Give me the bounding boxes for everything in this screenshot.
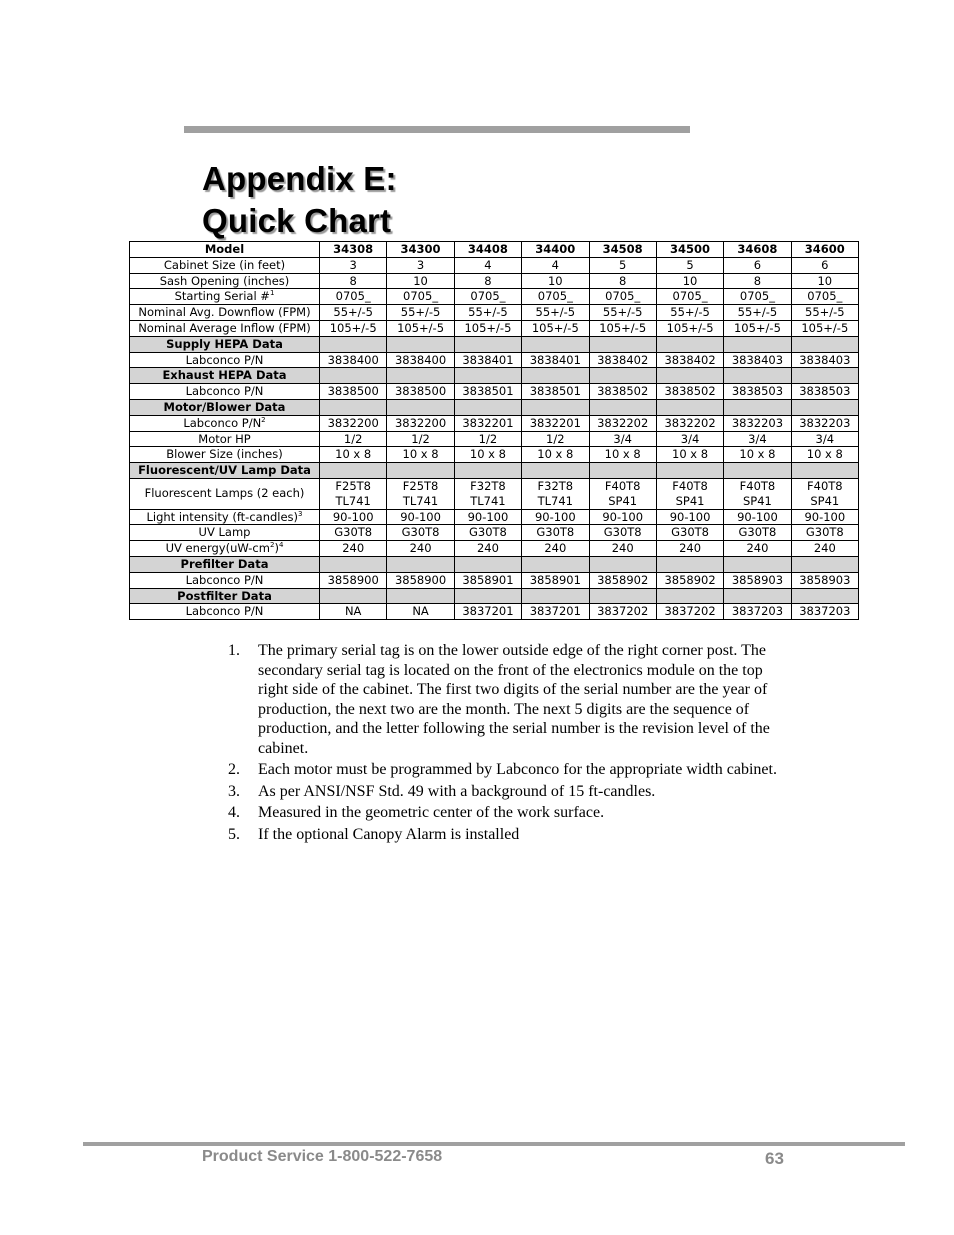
section-empty-cell [522,336,589,352]
table-cell: 3/4 [791,431,858,447]
table-row [130,572,859,588]
table-cell: 0705_ [320,289,387,305]
table-cell: 240 [320,541,387,557]
section-empty-cell [724,463,791,479]
quick-chart-table [129,241,859,620]
table-cell: 3838403 [791,352,858,368]
table-cell: 105+/-5 [791,320,858,336]
table-cell: 0705_ [791,289,858,305]
table-cell [387,478,454,509]
table-cell: 10 x 8 [320,447,387,463]
table-cell: 3838502 [589,384,656,400]
table-cell: 105+/-5 [724,320,791,336]
table-cell: 3858903 [791,572,858,588]
table-cell: 1/2 [320,431,387,447]
row-label [130,572,320,588]
table-cell: 10 x 8 [454,447,521,463]
footnote-item [228,825,788,845]
row-label [130,415,320,431]
table-row [130,384,859,400]
section-empty-cell [656,399,723,415]
cell-line: F40T8 [672,478,708,493]
section-empty-cell [791,463,858,479]
section-empty-cell [320,336,387,352]
table-cell: 3832200 [387,415,454,431]
section-empty-cell [589,336,656,352]
section-row [130,556,859,572]
footer-product-service: Product Service 1-800-522-7658 [202,1148,443,1165]
table-cell: 55+/-5 [589,305,656,321]
table-row [130,257,859,273]
section-row [130,336,859,352]
section-empty-cell [454,368,521,384]
footnote-text: Measured in the geometric center of the work surface. [258,804,605,821]
table-cell: 0705_ [589,289,656,305]
table-cell: 3838400 [320,352,387,368]
table-cell: 3858901 [454,572,521,588]
table-cell: 3838401 [522,352,589,368]
table-cell: 240 [589,541,656,557]
table-cell: 10 x 8 [589,447,656,463]
model-header: 34308 [320,242,387,258]
cell-line: F40T8 [807,478,843,493]
row-label-text: Nominal Average Inflow (FPM) [138,320,311,335]
table-cell: 3838500 [320,384,387,400]
table-cell: 4 [522,257,589,273]
table-cell: G30T8 [522,525,589,541]
section-empty-cell [387,463,454,479]
table-cell: 3/4 [589,431,656,447]
header-rule [184,126,690,133]
row-label-text: Labconco P/N [185,384,264,399]
table-cell: G30T8 [791,525,858,541]
row-label-text: Starting Serial # [174,289,270,304]
cell-line: F40T8 [604,478,641,493]
footnote-text: Each motor must be programmed by Labconco for the appropriate width cabinet. [258,761,777,778]
table-cell: 3838503 [791,384,858,400]
section-label: Exhaust HEPA Data [130,368,320,384]
table-row [130,541,859,557]
table-cell: 6 [791,257,858,273]
model-header: 34508 [589,242,656,258]
cell-line: F32T8 [470,478,506,493]
table-cell: 10 x 8 [522,447,589,463]
section-label: Postfilter Data [130,588,320,604]
table-cell: 3832202 [589,415,656,431]
section-empty-cell [589,463,656,479]
row-label [130,257,320,273]
section-empty-cell [589,556,656,572]
title-line-2: Quick Chart [202,202,392,239]
table-row [130,352,859,368]
table-cell: 3838403 [724,352,791,368]
table-cell: 90-100 [656,509,723,525]
row-label-text: Sash Opening (inches) [159,273,290,288]
section-label: Prefilter Data [130,556,320,572]
table-cell: 10 [791,273,858,289]
section-empty-cell [387,399,454,415]
table-cell: 3858903 [724,572,791,588]
row-label [130,604,320,620]
table-cell: 0705_ [724,289,791,305]
cell-line: F25T8 [335,478,371,493]
page-title [202,158,397,242]
footnote-item [228,803,788,823]
footnote-text: As per ANSI/NSF Std. 49 with a background of 15 ft-candles. [258,782,656,800]
table-cell: 5 [656,257,723,273]
table-row [130,289,859,305]
table-cell: 240 [724,541,791,557]
model-header: 34400 [522,242,589,258]
section-empty-cell [656,463,723,479]
table-cell: 3832200 [320,415,387,431]
row-label-text: UV Lamp [198,525,251,540]
table-cell: 0705_ [522,289,589,305]
table-cell [522,478,589,509]
row-label [130,541,320,557]
table-cell: 1/2 [387,431,454,447]
table-row [130,447,859,463]
table-cell: 4 [454,257,521,273]
row-label-text: Labconco P/N [185,352,264,367]
row-label-text: Nominal Avg. Downflow (FPM) [138,305,311,320]
table-row [130,509,859,525]
table-cell: 3/4 [724,431,791,447]
row-label-text: Motor HP [198,431,251,446]
table-cell: 240 [522,541,589,557]
footnote-item [228,782,788,802]
table-cell [724,478,791,509]
footnote-ref: 4 [278,541,284,550]
table-cell: 1/2 [454,431,521,447]
table-cell: 3832201 [454,415,521,431]
table-cell: 55+/-5 [791,305,858,321]
section-label: Supply HEPA Data [130,336,320,352]
footnote-ref: 1 [269,289,275,298]
section-empty-cell [589,368,656,384]
table-cell: 1/2 [522,431,589,447]
table-row [130,273,859,289]
section-empty-cell [724,588,791,604]
row-label-text: UV energy(uW-cm [165,541,270,556]
section-empty-cell [454,399,521,415]
section-empty-cell [320,556,387,572]
section-empty-cell [387,368,454,384]
table-cell: G30T8 [454,525,521,541]
table-cell: 240 [791,541,858,557]
footnote-number: 5. [228,825,240,843]
table-cell: 3838501 [454,384,521,400]
table-body [130,257,859,619]
row-label-tail: ) [274,541,279,556]
section-empty-cell [656,336,723,352]
model-header: 34500 [656,242,723,258]
row-label-text: Labconco P/N [185,604,264,619]
table-cell: 90-100 [387,509,454,525]
section-empty-cell [791,368,858,384]
table-cell: 3838503 [724,384,791,400]
table-cell: 55+/-5 [387,305,454,321]
table-cell: 90-100 [791,509,858,525]
table-cell: 3/4 [656,431,723,447]
row-label [130,320,320,336]
row-label-text: Labconco P/N [183,415,262,430]
table-cell [454,478,521,509]
table-cell: 3838501 [522,384,589,400]
table-cell: G30T8 [589,525,656,541]
row-label-text: Cabinet Size (in feet) [163,257,286,272]
section-empty-cell [454,556,521,572]
table-cell: 3832202 [656,415,723,431]
section-row [130,463,859,479]
row-label [130,525,320,541]
footnote-number: 3. [228,782,240,800]
table-cell: 240 [656,541,723,557]
row-label [130,352,320,368]
table-cell [791,478,858,509]
table-cell: 55+/-5 [454,305,521,321]
table-cell: 90-100 [454,509,521,525]
table-row [130,525,859,541]
section-empty-cell [320,368,387,384]
table-cell: 90-100 [589,509,656,525]
table-cell: 5 [589,257,656,273]
table-row [130,478,859,509]
section-empty-cell [656,588,723,604]
table-cell: NA [387,604,454,620]
table-cell: 3858901 [522,572,589,588]
table-cell: 55+/-5 [724,305,791,321]
table-cell: 3837201 [522,604,589,620]
table-cell: 0705_ [656,289,723,305]
footnotes-list [228,641,788,846]
table-row [130,604,859,620]
table-cell: 240 [454,541,521,557]
cell-line: TL741 [470,493,506,508]
table-cell: 3838400 [387,352,454,368]
table-cell: 3 [387,257,454,273]
table-row [130,320,859,336]
row-label [130,384,320,400]
table-cell: G30T8 [724,525,791,541]
table-cell: 3837201 [454,604,521,620]
table-cell: 105+/-5 [522,320,589,336]
table-cell: 3858900 [387,572,454,588]
row-label-text: Light intensity (ft-candles) [146,509,299,524]
section-empty-cell [656,368,723,384]
model-header: 34408 [454,242,521,258]
table-cell: 3832203 [791,415,858,431]
section-row [130,588,859,604]
section-empty-cell [791,399,858,415]
table-cell: 105+/-5 [589,320,656,336]
row-label-text: Fluorescent Lamps (2 each) [144,486,305,501]
section-empty-cell [724,336,791,352]
footnote-text: The primary serial tag is on the lower outside edge of the right corner post. The secondary serial tag is located on the front of the electronics module on the top right side of the cabinet. The first two digits of the serial number are the year of production, the next two are the month. The next 5 digits are the sequence of production, and the letter following the serial number is the revision level of the cabinet. [258,642,770,757]
table-cell: 10 x 8 [791,447,858,463]
footnote-ref: 2 [261,415,266,424]
footnote-number: 1. [228,642,240,659]
table-cell: 3838500 [387,384,454,400]
table-cell: 10 x 8 [387,447,454,463]
section-empty-cell [387,588,454,604]
footnote-number: 4. [228,804,240,821]
cell-line: F32T8 [537,478,574,493]
table-cell: 3838401 [454,352,521,368]
header-cell: Model [130,242,320,258]
table-cell: G30T8 [320,525,387,541]
section-empty-cell [522,463,589,479]
table-cell: 3858900 [320,572,387,588]
section-empty-cell [320,588,387,604]
section-empty-cell [522,399,589,415]
table-cell: 0705_ [387,289,454,305]
table-cell: 8 [589,273,656,289]
table-cell [589,478,656,509]
section-empty-cell [320,463,387,479]
section-row [130,399,859,415]
section-empty-cell [724,399,791,415]
section-empty-cell [724,368,791,384]
table-cell: 55+/-5 [320,305,387,321]
table-cell: 105+/-5 [454,320,521,336]
footnote-item [228,641,788,758]
table-cell: 3838402 [656,352,723,368]
table-cell: 90-100 [724,509,791,525]
title-line-1: Appendix E: [202,160,397,197]
section-row [130,368,859,384]
row-label [130,273,320,289]
row-label-text: Blower Size (inches) [166,447,283,462]
section-empty-cell [791,336,858,352]
row-label-text: Labconco P/N [185,572,264,587]
table-cell: NA [320,604,387,620]
table-cell: G30T8 [656,525,723,541]
table-cell [320,478,387,509]
table-cell: 3838402 [589,352,656,368]
table-cell: 3858902 [589,572,656,588]
cell-line: F25T8 [402,478,439,493]
table-cell: 3837202 [656,604,723,620]
table-cell: 10 x 8 [656,447,723,463]
table-cell: 10 [656,273,723,289]
section-empty-cell [387,556,454,572]
section-empty-cell [454,336,521,352]
page-number: 63 [765,1149,784,1168]
section-empty-cell [724,556,791,572]
table-cell: 3837202 [589,604,656,620]
footnote-text: If the optional Canopy Alarm is installed [258,825,520,843]
table-cell: 3832201 [522,415,589,431]
cell-line: SP41 [810,493,840,508]
table-cell: 105+/-5 [656,320,723,336]
cell-line: TL741 [335,493,371,508]
section-empty-cell [656,556,723,572]
section-empty-cell [454,588,521,604]
table-cell: 90-100 [320,509,387,525]
table-cell [656,478,723,509]
footnote-ref: 3 [298,509,303,518]
model-header: 34300 [387,242,454,258]
footnote-number: 2. [228,761,240,778]
cell-line: TL741 [402,493,439,508]
cell-line: SP41 [743,493,772,508]
footnote-item [228,760,788,780]
table-cell: 10 [387,273,454,289]
section-empty-cell [522,556,589,572]
footer-rule [83,1142,905,1146]
table-cell: 3858902 [656,572,723,588]
section-empty-cell [320,399,387,415]
row-label [130,478,320,509]
table-row [130,431,859,447]
row-label [130,289,320,305]
row-label [130,447,320,463]
table-cell: 55+/-5 [656,305,723,321]
section-label: Motor/Blower Data [130,399,320,415]
section-label: Fluorescent/UV Lamp Data [130,463,320,479]
cell-line: F40T8 [739,478,776,493]
table-cell: 0705_ [454,289,521,305]
cell-line: SP41 [675,493,705,508]
section-empty-cell [454,463,521,479]
section-empty-cell [589,399,656,415]
row-label [130,431,320,447]
table-header-row [130,242,859,258]
table-cell: 240 [387,541,454,557]
table-cell: 3837203 [724,604,791,620]
table-cell: 3838502 [656,384,723,400]
cell-line: TL741 [537,493,573,508]
table-cell: 10 x 8 [724,447,791,463]
table-cell: 55+/-5 [522,305,589,321]
table-cell: 3 [320,257,387,273]
table-cell: 8 [724,273,791,289]
table-cell: 8 [454,273,521,289]
section-empty-cell [387,336,454,352]
table-cell: 3837203 [791,604,858,620]
row-label [130,509,320,525]
table-row [130,305,859,321]
row-label [130,305,320,321]
section-empty-cell [791,588,858,604]
section-empty-cell [791,556,858,572]
section-empty-cell [522,368,589,384]
cell-line: SP41 [608,493,638,508]
table-cell: 90-100 [522,509,589,525]
section-empty-cell [522,588,589,604]
table-row [130,415,859,431]
table-cell: 6 [724,257,791,273]
section-empty-cell [589,588,656,604]
table-cell: G30T8 [387,525,454,541]
table-cell: 105+/-5 [320,320,387,336]
table-cell: 10 [522,273,589,289]
model-header: 34608 [724,242,791,258]
table-cell: 3832203 [724,415,791,431]
table-cell: 8 [320,273,387,289]
model-header: 34600 [791,242,858,258]
row-label-superscript: 2 [269,541,275,550]
table-cell: 105+/-5 [387,320,454,336]
